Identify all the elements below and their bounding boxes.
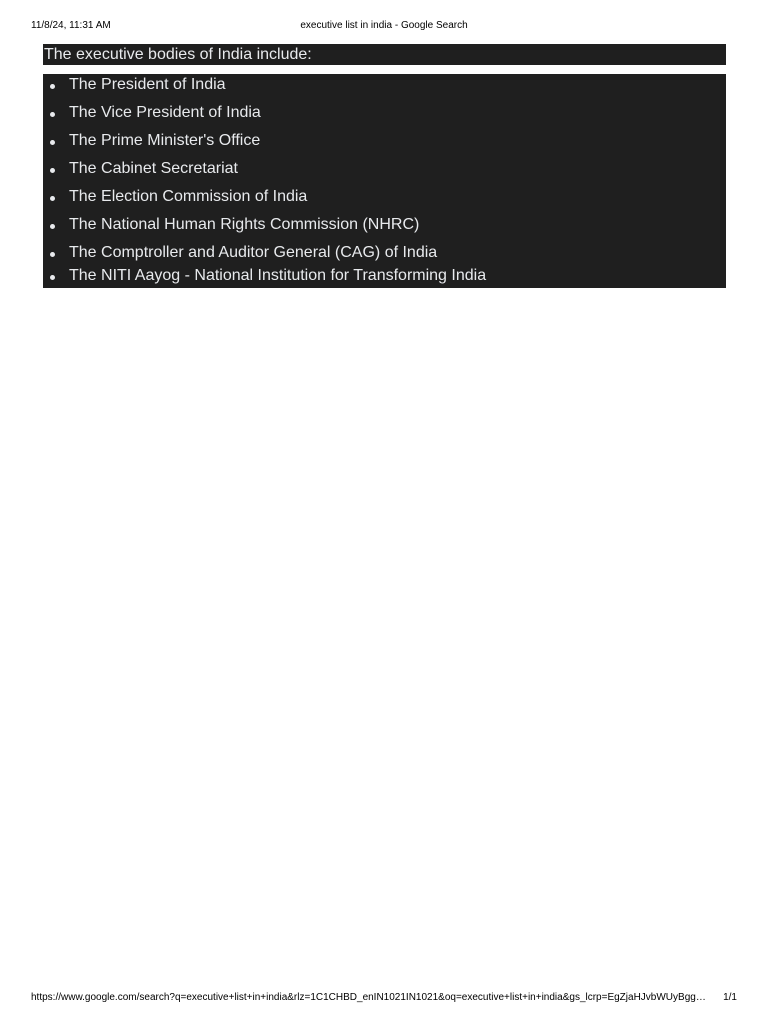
bullet-icon — [50, 140, 55, 145]
list-item — [43, 242, 726, 270]
list-item-label: The Election Commission of India — [69, 188, 308, 205]
bullet-icon — [50, 112, 55, 117]
bullet-icon — [50, 224, 55, 229]
bullet-icon — [50, 252, 55, 257]
list-item — [43, 74, 726, 102]
bullet-icon — [50, 275, 55, 280]
list-item-label: The National Human Rights Commission (NHRC) — [69, 216, 420, 233]
list-item-label: The President of India — [69, 76, 226, 93]
list-item-label: The Prime Minister's Office — [69, 132, 261, 149]
executive-bodies-list — [43, 74, 726, 288]
list-item — [43, 267, 726, 288]
bullet-icon — [50, 168, 55, 173]
list-item-label: The Comptroller and Auditor General (CAG) of India — [69, 244, 438, 261]
page-url: https://www.google.com/search?q=executive+list+in+india&rlz=1C1CHBD_enIN1021IN1021&oq=executive+list+in+india&gs_lcrp=EgZjaHJvbWUyBgg… — [31, 992, 706, 1003]
bullet-icon — [50, 196, 55, 201]
list-item-label: The Vice President of India — [69, 104, 261, 121]
list-item — [43, 186, 726, 214]
print-datetime: 11/8/24, 11:31 AM — [31, 20, 111, 31]
list-item — [43, 130, 726, 158]
print-header — [31, 19, 737, 33]
print-footer — [31, 991, 737, 1005]
print-page-title: executive list in india - Google Search — [300, 20, 468, 31]
list-item-label: The NITI Aayog - National Institution for Transforming India — [69, 267, 487, 284]
list-item — [43, 214, 726, 242]
list-item-label: The Cabinet Secretariat — [69, 160, 238, 177]
intro-text: The executive bodies of India include: — [43, 44, 726, 65]
bullet-icon — [50, 84, 55, 89]
answer-panel — [43, 44, 726, 288]
list-item — [43, 158, 726, 186]
page-number: 1/1 — [723, 992, 737, 1003]
list-item — [43, 102, 726, 130]
